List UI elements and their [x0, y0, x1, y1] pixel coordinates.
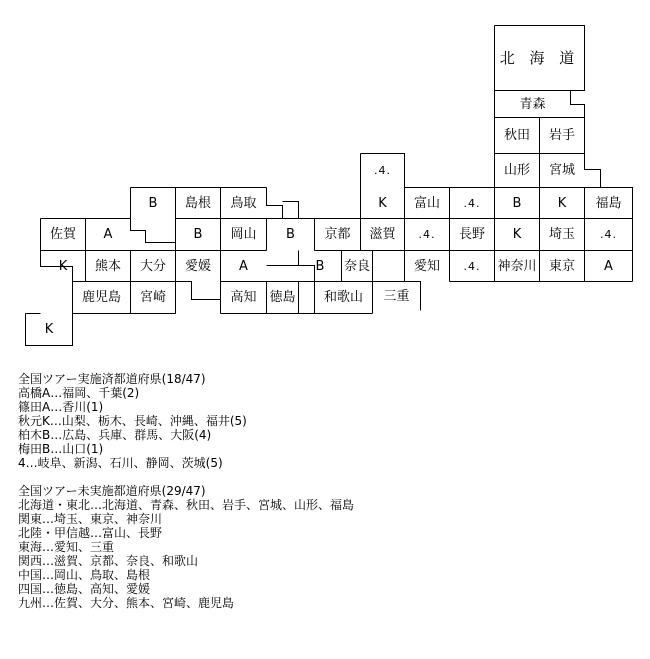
pref-oita: 大分	[139, 258, 166, 274]
todo-line: 関東…埼玉、東京、神奈川	[18, 512, 163, 526]
pref-osaka: B	[315, 258, 325, 274]
legend-spacer	[18, 470, 354, 484]
pref-iwate: 岩手	[548, 128, 575, 143]
todo-header: 全国ツアー未実施都道府県(29/47)	[18, 484, 206, 498]
todo-line: 九州…佐賀、大分、熊本、宮崎、鹿児島	[18, 596, 235, 610]
pref-fukushima: 福島	[595, 195, 622, 211]
pref-hiroshima: B	[193, 227, 203, 242]
tour-legend	[18, 372, 354, 610]
pref-okinawa: K	[44, 322, 54, 337]
pref-hyogo: B	[286, 227, 295, 242]
pref-wakayama: 和歌山	[323, 290, 363, 305]
pref-niigata: .4.	[374, 164, 391, 177]
pref-saitama: 埼玉	[548, 227, 575, 242]
todo-line: 四国…徳島、高知、愛媛	[18, 582, 151, 596]
pref-ibaraki: .4.	[600, 228, 617, 241]
pref-yamaguchi: B	[148, 195, 158, 211]
pref-shizuoka: .4.	[463, 259, 481, 273]
todo-line: 中国…岡山、鳥取、島根	[18, 568, 151, 582]
pref-tochigi: K	[557, 195, 567, 211]
done-line: 高橋A…福岡、千葉(2)	[18, 386, 140, 400]
pref-akita: 秋田	[503, 128, 530, 143]
pref-aichi-spacer	[373, 251, 404, 281]
pref-ehime: 愛媛	[184, 258, 211, 274]
pref-kagoshima: 鹿児島	[81, 290, 121, 305]
pref-yamanashi: K	[512, 227, 522, 242]
todo-line: 東海…愛知、三重	[18, 540, 115, 554]
pref-miyazaki: 宮崎	[139, 290, 166, 305]
pref-shiga: 滋賀	[369, 227, 396, 242]
pref-kumamoto: 熊本	[94, 258, 121, 274]
pref-saga: 佐賀	[49, 227, 76, 242]
pref-toyama: 富山	[413, 195, 440, 211]
pref-gifu: .4.	[418, 228, 436, 241]
pref-tottori: 鳥取	[230, 195, 257, 211]
pref-shimane: 島根	[184, 195, 211, 211]
pref-yamagata: 山形	[503, 163, 530, 178]
pref-hokkaido: 北 海 道	[499, 48, 580, 67]
pref-miyagi: 宮城	[548, 163, 575, 178]
pref-aichi: 愛知	[413, 258, 440, 274]
done-header: 全国ツアー実施済都道府県(18/47)	[18, 372, 206, 386]
todo-line: 北海道・東北…北海道、青森、秋田、岩手、宮城、山形、福島	[18, 498, 355, 512]
pref-aomori: 青森	[519, 96, 546, 112]
pref-okayama: 岡山	[230, 227, 257, 242]
done-line: 篠田A…香川(1)	[18, 400, 104, 414]
pref-kochi: 高知	[230, 290, 257, 305]
pref-ishikawa: .4.	[463, 196, 481, 210]
pref-kanagawa: 神奈川	[497, 258, 537, 274]
done-line: 秋元K…山梨、栃木、長崎、沖縄、福井(5)	[18, 414, 247, 428]
todo-line: 北陸・甲信越…富山、長野	[18, 526, 163, 540]
pref-mie: 三重	[383, 288, 410, 304]
pref-nagasaki: K	[58, 258, 68, 274]
done-line: 柏木B…広島、兵庫、群馬、大阪(4)	[18, 428, 212, 442]
pref-gunma: B	[512, 195, 522, 211]
pref-tokushima: 徳島	[269, 290, 296, 305]
pref-fukuoka: A	[103, 227, 113, 242]
pref-kyoto: 京都	[324, 227, 351, 242]
pref-kagawa: A	[239, 258, 248, 274]
done-line: 4…岐阜、新潟、石川、静岡、茨城(5)	[18, 456, 223, 470]
pref-fukui: K	[378, 195, 387, 211]
pref-nagano: 長野	[458, 227, 485, 242]
done-line: 梅田B…山口(1)	[18, 442, 104, 456]
pref-tokyo: 東京	[548, 258, 575, 274]
pref-chiba: A	[604, 258, 613, 274]
todo-line: 関西…滋賀、京都、奈良、和歌山	[18, 554, 199, 568]
pref-nara: 奈良	[343, 258, 370, 274]
